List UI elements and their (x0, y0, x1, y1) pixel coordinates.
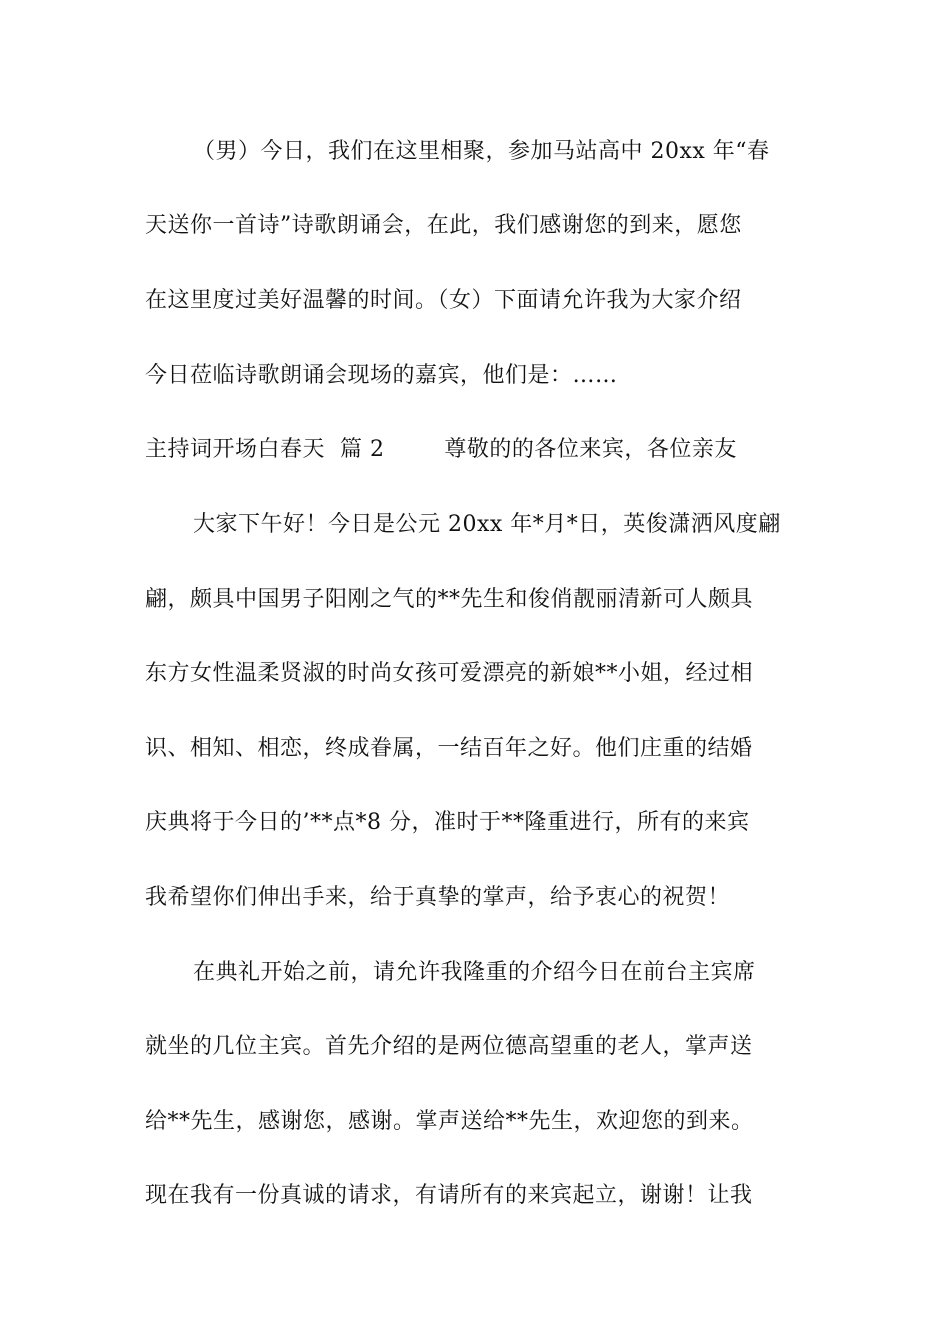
text-line: 大家下午好！今日是公元 20xx 年*月*日，英俊潇洒风度翩 (193, 512, 781, 537)
text-line: 现在我有一份真诚的请求，有请所有的来宾起立，谢谢！让我 (145, 1183, 753, 1208)
text-line: 我希望你们伸出手来，给于真挚的掌声，给予衷心的祝贺！ (145, 885, 731, 910)
section-heading-line: 主持词开场白春天 篇 2 尊敬的的各位来宾，各位亲友 (145, 437, 737, 462)
text-line: 在典礼开始之前，请允许我隆重的介绍今日在前台主宾席 (193, 960, 756, 985)
text-line: 天送你一首诗”诗歌朗诵会，在此，我们感谢您的到来，愿您 (145, 213, 742, 238)
text-line: 在这里度过美好温馨的时间。（女）下面请允许我为大家介绍 (145, 288, 742, 313)
text-line: 今日莅临诗歌朗诵会现场的嘉宾，他们是：…… (145, 363, 618, 388)
text-line: 就坐的几位主宾。首先介绍的是两位德高望重的老人，掌声送 (145, 1034, 753, 1059)
text-line: 给**先生，感谢您，感谢。掌声送给**先生，欢迎您的到来。 (145, 1109, 754, 1134)
text-line: 识、相知、相恋，终成眷属，一结百年之好。他们庄重的结婚 (145, 736, 753, 761)
text-line: 东方女性温柔贤淑的时尚女孩可爱漂亮的新娘**小姐，经过相 (145, 661, 754, 686)
text-line: （男）今日，我们在这里相聚，参加马站高中 20xx 年“春 (193, 139, 770, 164)
text-line: 庆典将于今日的’**点*8 分，准时于**隆重进行，所有的来宾 (145, 810, 750, 835)
text-line: 翩，颇具中国男子阳刚之气的**先生和俊俏靓丽清新可人颇具 (145, 587, 754, 612)
